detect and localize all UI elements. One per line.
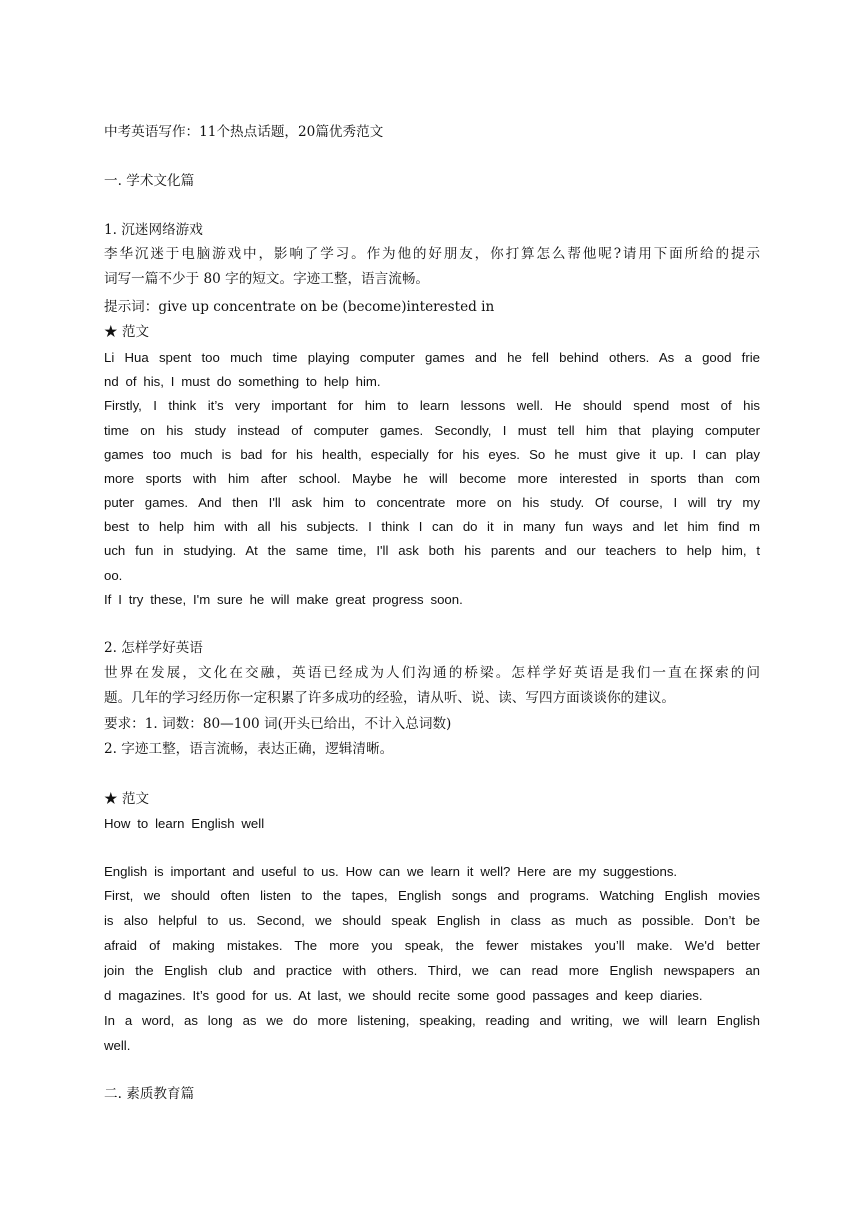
topic-two-essay-line: English is important and useful to us. How can we learn it well? Here are my suggestions.: [104, 864, 678, 879]
topic-one-sample-label: ★ 范文: [104, 324, 150, 340]
topic-two-essay-line: First, we should often listen to the tapes, English songs and programs. Watching English movies: [104, 888, 760, 903]
topic-two-prompt-line: 题。几年的学习经历你一定积累了许多成功的经验，请从听、说、读、写四方面谈谈你的建议。: [104, 690, 675, 706]
topic-two-heading: 2. 怎样学好英语: [104, 640, 203, 656]
topic-one-prompt-line: 词写一篇不少于 80 字的短文。字迹工整，语言流畅。: [104, 271, 430, 287]
topic-two-essay-title: How to learn English well: [104, 816, 265, 831]
topic-one-essay-line: nd of his, I must do something to help him.: [104, 374, 381, 389]
topic-two-requirement: 要求：1. 词数：80—100 词(开头已给出，不计入总词数): [104, 716, 452, 732]
topic-two-sample-label: ★ 范文: [104, 791, 150, 807]
topic-two-requirement: 2. 字迹工整，语言流畅，表达正确，逻辑清晰。: [104, 741, 394, 757]
topic-one-essay-line: time on his study instead of computer games. Secondly, I must tell him that playing computer: [104, 423, 760, 438]
topic-one-hint: 提示词：give up concentrate on be (become)interested in: [104, 299, 495, 315]
document-title: 中考英语写作：11个热点话题，20篇优秀范文: [104, 124, 384, 140]
topic-one-essay-line: If I try these, I'm sure he will make great progress soon.: [104, 592, 463, 607]
topic-one-essay-line: oo.: [104, 568, 123, 583]
topic-one-heading: 1. 沉迷网络游戏: [104, 222, 203, 238]
topic-one-prompt-line: 李华沉迷于电脑游戏中，影响了学习。作为他的好朋友，你打算怎么帮他呢?请用下面所给的提示: [104, 246, 760, 262]
section-heading-quality-education: 二. 素质教育篇: [104, 1086, 195, 1102]
topic-one-essay-line: Li Hua spent too much time playing computer games and he fell behind others. As a good frie: [104, 350, 760, 365]
topic-two-prompt-line: 世界在发展，文化在交融，英语已经成为人们沟通的桥梁。怎样学好英语是我们一直在探索的问: [104, 665, 760, 681]
topic-one-essay-line: best to help him with all his subjects. I think I can do it in many fun ways and let him find m: [104, 519, 760, 534]
topic-two-essay-line: d magazines. It’s good for us. At last, we should recite some good passages and keep diaries.: [104, 988, 703, 1003]
topic-two-essay-line: In a word, as long as we do more listening, speaking, reading and writing, we will learn English: [104, 1013, 760, 1028]
topic-two-essay-line: well.: [104, 1038, 131, 1053]
topic-one-essay-line: puter games. And then I'll ask him to concentrate more on his study. Of course, I will try my: [104, 495, 760, 510]
topic-one-essay-line: more sports with him after school. Maybe he will become more interested in sports than com: [104, 471, 760, 486]
topic-two-essay-line: join the English club and practice with others. Third, we can read more English newspapers an: [104, 963, 760, 978]
topic-two-essay-line: is also helpful to us. Second, we should speak English in class as much as possible. Don’t be: [104, 913, 760, 928]
topic-one-essay-line: uch fun in studying. At the same time, I'll ask both his parents and our teachers to help him, t: [104, 543, 760, 558]
topic-one-essay-line: Firstly, I think it’s very important for him to learn lessons well. He should spend most of his: [104, 398, 760, 413]
topic-one-essay-line: games too much is bad for his health, especially for his eyes. So he must give it up. I can play: [104, 447, 760, 462]
topic-two-essay-line: afraid of making mistakes. The more you speak, the fewer mistakes you’ll make. We'd better: [104, 938, 760, 953]
section-heading-academic-culture: 一. 学术文化篇: [104, 173, 195, 189]
